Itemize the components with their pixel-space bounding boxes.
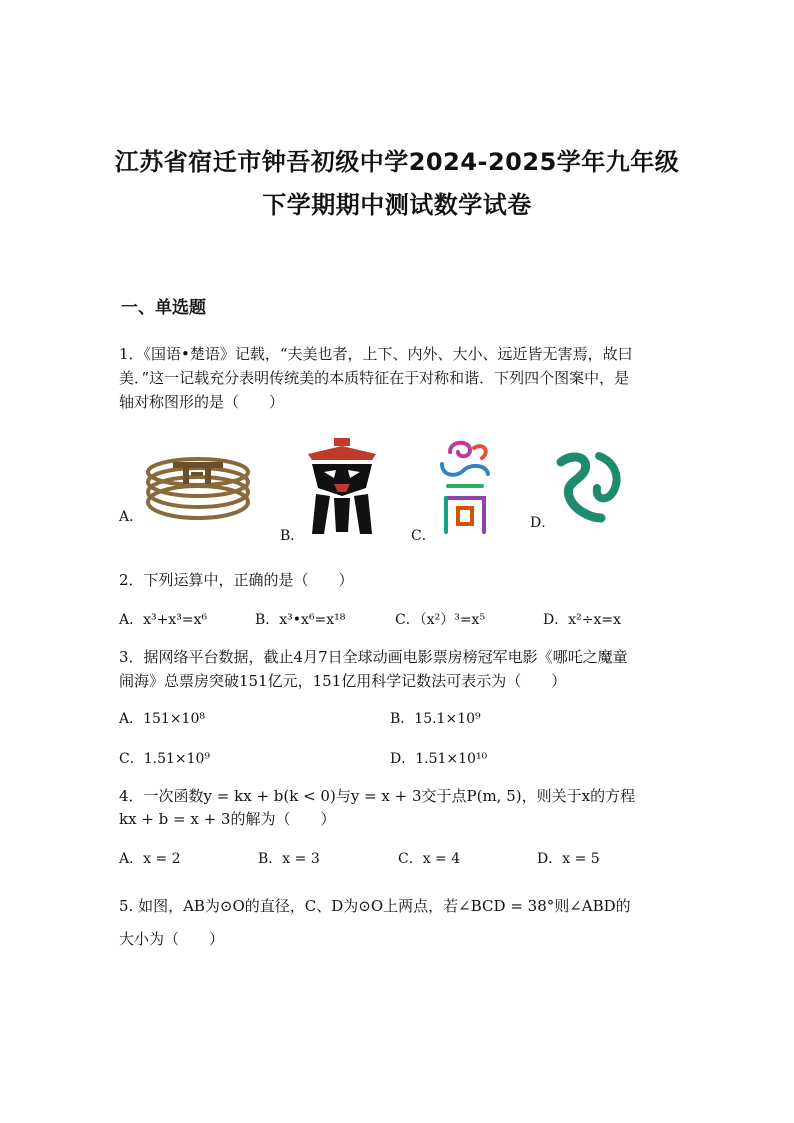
q3-option-b: B．15.1×10⁹ (390, 711, 481, 727)
q1-figure-a (143, 452, 253, 526)
q4-text-line-1: 4．一次函数y = kx + b(k < 0)与y = x + 3交于点P(m, 5)，则关于x的方程 (119, 787, 636, 805)
q5-text-line-2: 大小为（ ） (119, 930, 225, 948)
q4-option-b: B．x = 3 (258, 851, 320, 867)
q4-option-a: A．x = 2 (119, 851, 181, 867)
q4-text-line-2: kx + b = x + 3的解为（ ） (119, 810, 336, 828)
q2-option-c: C．（x²）³=x⁵ (395, 612, 486, 628)
q1-option-a-label: A． (119, 509, 144, 525)
q3-option-d: D．1.51×10¹⁰ (390, 751, 488, 767)
q1-text-line-2: 美．”这一记载充分表明传统美的本质特征在于对称和谐．下列四个图案中，是 (119, 369, 630, 387)
q1-text-line-3: 轴对称图形的是（ ） (119, 393, 285, 411)
q3-text-line-1: 3．据网络平台数据，截止4月7日全球动画电影票房榜冠军电影《哪吒之魔童 (119, 648, 628, 666)
q1-option-b-label: B． (280, 528, 305, 544)
q1-figure-d (555, 448, 625, 526)
q4-option-c: C．x = 4 (398, 851, 461, 867)
q1-figure-c (436, 436, 494, 536)
q3-option-a: A．151×10⁸ (119, 711, 205, 727)
q1-option-c-label: C． (411, 528, 436, 544)
q3-option-c: C．1.51×10⁹ (119, 751, 211, 767)
q1-text-line-1: 1．《国语•楚语》记载，“夫美也者，上下、内外、大小、远近皆无害焉，故曰 (119, 345, 633, 363)
q5-text-line-1: 5. 如图，AB为⊙O的直径，C、D为⊙O上两点，若∠BCD = 38°则∠ABD的 (119, 897, 631, 915)
q2-option-d: D．x²÷x=x (543, 612, 621, 628)
page-title-line-2: 下学期期中测试数学试卷 (262, 191, 532, 219)
q1-option-d-label: D． (530, 515, 556, 531)
q2-option-a: A．x³+x³=x⁶ (119, 612, 208, 628)
q4-option-d: D．x = 5 (537, 851, 600, 867)
q3-text-line-2: 闹海》总票房突破151亿元，151亿用科学记数法可表示为（ ） (119, 672, 567, 690)
section-heading: 一、单选题 (121, 298, 206, 318)
page-title-line-1: 江苏省宿迁市钟吾初级中学2024-2025学年九年级 (114, 148, 680, 176)
q2-stem: 2．下列运算中，正确的是（ ） (119, 571, 354, 589)
q2-option-b: B．x³•x⁶=x¹⁸ (255, 612, 346, 628)
q1-figure-b (304, 436, 380, 536)
